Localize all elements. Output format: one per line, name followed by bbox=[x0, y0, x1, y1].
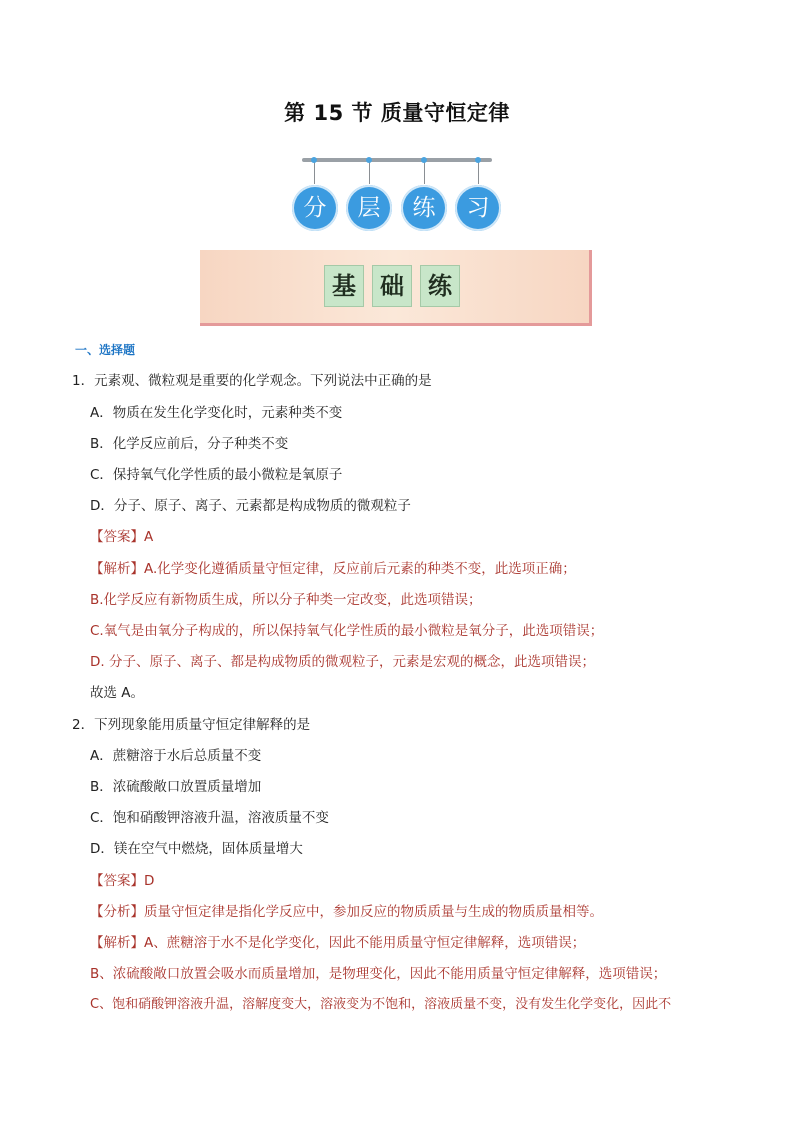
option-a: A．物质在发生化学变化时，元素种类不变 bbox=[90, 405, 343, 421]
emblem-hook bbox=[424, 162, 425, 184]
option-a: A．蔗糖溶于水后总质量不变 bbox=[90, 748, 262, 764]
page-title: 第 15 节 质量守恒定律 bbox=[284, 101, 510, 125]
question-stem: 1．元素观、微粒观是重要的化学观念。下列说法中正确的是 bbox=[72, 373, 432, 389]
analysis-line: D. 分子、原子、离子、都是构成物质的微观粒子，元素是宏观的概念，此选项错误； bbox=[90, 654, 595, 670]
conclusion: 故选 A。 bbox=[90, 685, 145, 701]
banner-char: 练 bbox=[420, 265, 460, 307]
banner-char: 础 bbox=[372, 265, 412, 307]
option-d: D．分子、原子、离子、元素都是构成物质的微观粒子 bbox=[90, 498, 411, 514]
emblem-circle: 层 bbox=[346, 185, 392, 231]
section-heading: 一、选择题 bbox=[75, 343, 136, 357]
emblem-hook-dot bbox=[421, 157, 427, 163]
emblem-hook-dot bbox=[475, 157, 481, 163]
answer-label: 【答案】D bbox=[90, 873, 155, 889]
option-b: B．化学反应前后，分子种类不变 bbox=[90, 436, 289, 452]
emblem-hook bbox=[478, 162, 479, 184]
option-b: B．浓硫酸敞口放置质量增加 bbox=[90, 779, 262, 795]
answer-label: 【答案】A bbox=[90, 529, 154, 545]
option-c: C．保持氧气化学性质的最小微粒是氧原子 bbox=[90, 467, 343, 483]
analysis-line: C.氧气是由氧分子构成的，所以保持氧气化学性质的最小微粒是氧分子，此选项错误； bbox=[90, 623, 604, 639]
banner-char: 基 bbox=[324, 265, 364, 307]
emblem-bar bbox=[302, 158, 492, 162]
question-stem: 2．下列现象能用质量守恒定律解释的是 bbox=[72, 717, 311, 733]
emblem-hook-dot bbox=[311, 157, 317, 163]
analysis-line: 【分析】质量守恒定律是指化学反应中，参加反应的物质质量与生成的物质质量相等。 bbox=[90, 904, 603, 920]
emblem-circle: 分 bbox=[292, 185, 338, 231]
emblem-circle: 习 bbox=[455, 185, 501, 231]
option-d: D．镁在空气中燃烧，固体质量增大 bbox=[90, 841, 303, 857]
option-c: C．饱和硝酸钾溶液升温，溶液质量不变 bbox=[90, 810, 329, 826]
analysis-line: 【解析】A.化学变化遵循质量守恒定律，反应前后元素的种类不变，此选项正确； bbox=[90, 561, 576, 577]
emblem-circle: 练 bbox=[401, 185, 447, 231]
emblem-hook bbox=[369, 162, 370, 184]
analysis-line: B、浓硫酸敞口放置会吸水而质量增加，是物理变化，因此不能用质量守恒定律解释，选项错误； bbox=[90, 966, 667, 982]
analysis-line: B.化学反应有新物质生成，所以分子种类一定改变，此选项错误； bbox=[90, 592, 482, 608]
emblem-hook-dot bbox=[366, 157, 372, 163]
analysis-line: 【解析】A、蔗糖溶于水不是化学变化，因此不能用质量守恒定律解释，选项错误； bbox=[90, 935, 586, 951]
analysis-line: C、饱和硝酸钾溶液升温，溶解度变大，溶液变为不饱和，溶液质量不变，没有发生化学变化，因此不 bbox=[90, 997, 672, 1012]
emblem-hook bbox=[314, 162, 315, 184]
